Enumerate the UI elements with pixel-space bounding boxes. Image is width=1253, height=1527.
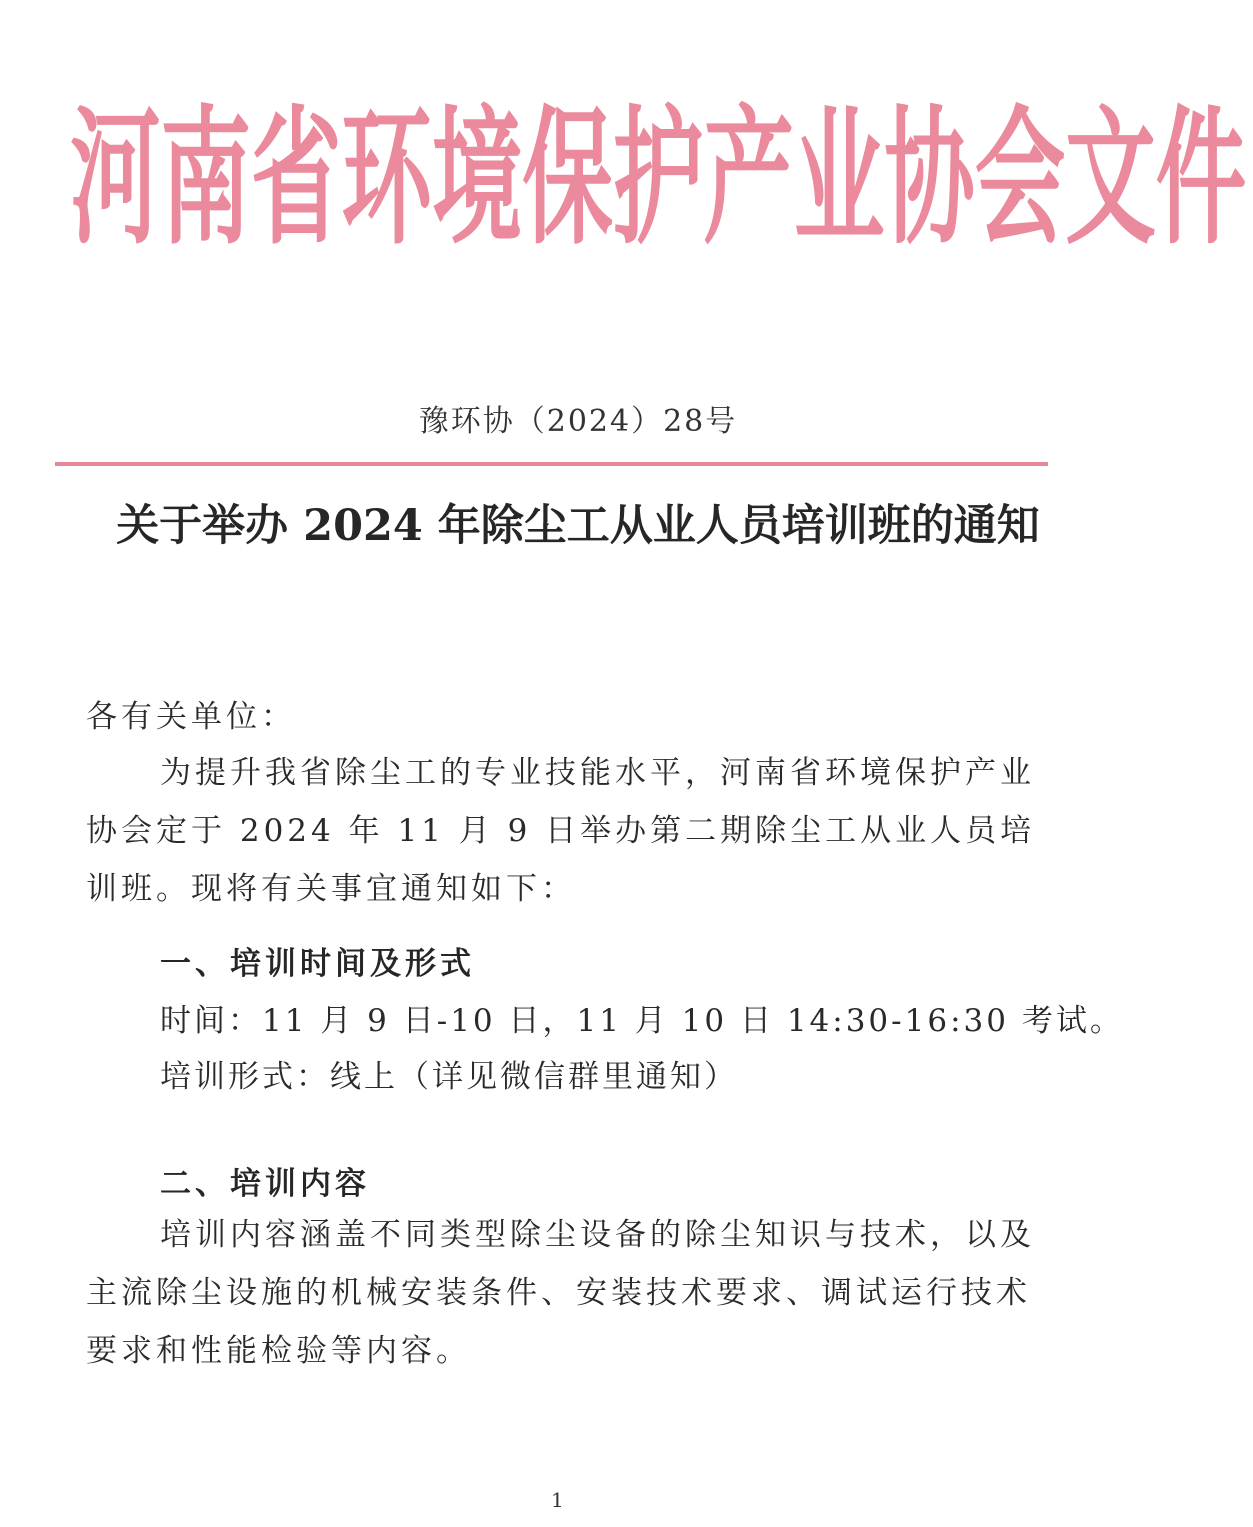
letterhead	[70, 90, 1247, 270]
training-content-paragraph: 培训内容涵盖不同类型除尘设备的除尘知识与技术，以及主流除尘设施的机械安装条件、安装技术要求、调试运行技术要求和性能检验等内容。	[86, 1217, 1035, 1369]
training-time: 时间：11 月 9 日-10 日，11 月 10 日 14:30-16:30 考试。	[160, 1003, 1124, 1039]
intro-paragraph: 为提升我省除尘工的专业技能水平，河南省环境保护产业协会定于 2024 年 11 月 9 日举办第二期除尘工从业人员培训班。现将有关事宜通知如下：	[86, 755, 1036, 907]
training-format: 培训形式：线上（详见微信群里通知）	[160, 1059, 738, 1095]
section-2-heading: 二、培训内容	[160, 1166, 370, 1202]
section-1-heading: 一、培训时间及形式	[160, 946, 475, 982]
page-number: 1	[551, 1488, 564, 1512]
red-divider	[55, 462, 1048, 466]
organization-title: 河南省环境保护产业协会文件	[70, 94, 1247, 266]
salutation: 各有关单位：	[86, 699, 296, 735]
document-number: 豫环协（2024）28号	[418, 404, 738, 439]
notice-title: 关于举办 2024 年除尘工从业人员培训班的通知	[116, 501, 1040, 551]
